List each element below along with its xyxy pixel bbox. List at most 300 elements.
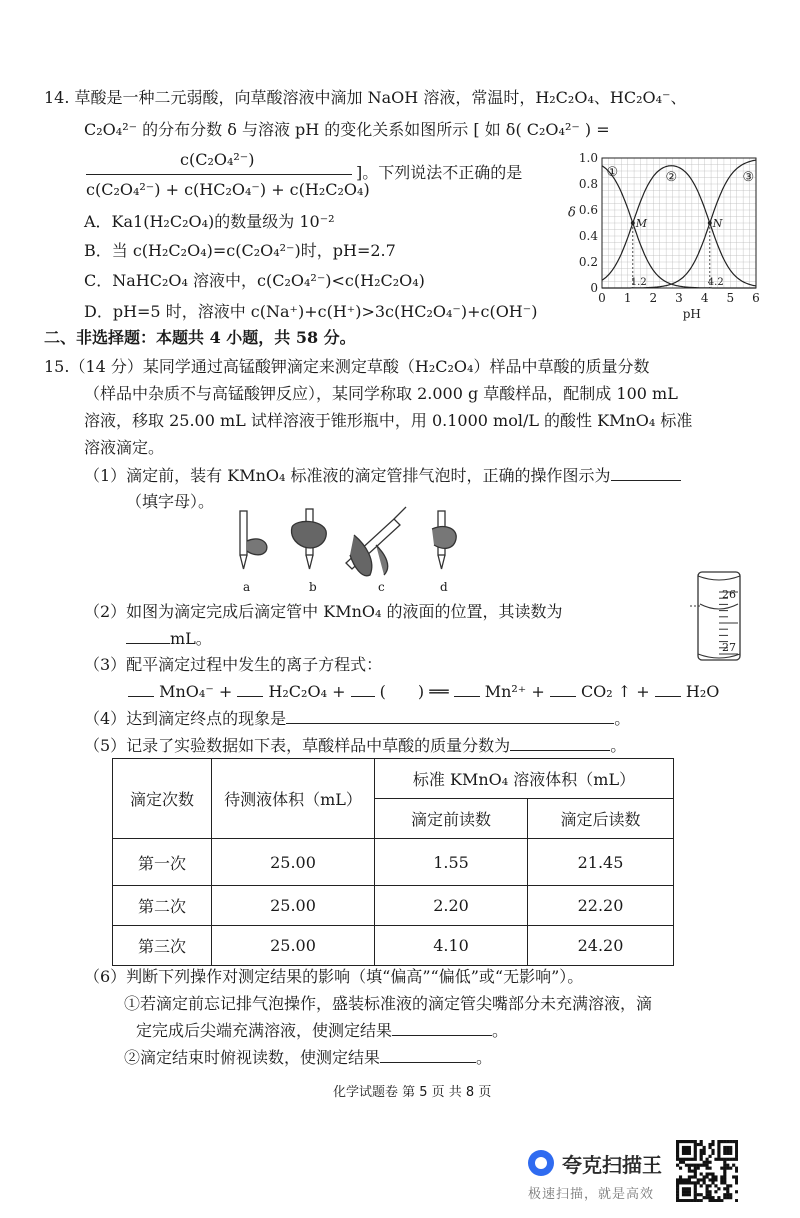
qr-cell (682, 1187, 685, 1190)
burette-operation-figure (226, 505, 476, 595)
section-heading: 二、非选择题：本题共 4 小题，共 58 分。 (44, 328, 356, 347)
header-standard-volume: 标准 KMnO₄ 溶液体积（mL） (375, 759, 674, 799)
qr-cell (723, 1172, 726, 1175)
qr-cell (676, 1155, 679, 1158)
qr-cell (729, 1152, 732, 1155)
q14-frac-tail: ]。下列说法不正确的是 (356, 163, 523, 182)
qr-cell (703, 1161, 706, 1164)
burette-label-26: 26 (722, 588, 736, 601)
table-cell: 第二次 (113, 886, 212, 926)
qr-cell (735, 1178, 738, 1181)
q15-part5-text: （5）记录了实验数据如下表，草酸样品中草酸的质量分数为 (84, 736, 511, 755)
qr-cell (706, 1190, 709, 1193)
table-cell: 2.20 (375, 886, 528, 926)
qr-cell (717, 1152, 720, 1155)
table-row (113, 886, 674, 926)
q15-part6-2 (124, 1048, 492, 1068)
page-footer: 化学试题卷 第 5 页 共 8 页 (333, 1085, 492, 1100)
q15-part4 (84, 709, 630, 729)
table-cell: 1.55 (375, 839, 528, 886)
qr-cell (685, 1178, 688, 1181)
qr-cell (711, 1149, 714, 1152)
qr-cell (720, 1167, 723, 1170)
qr-cell (700, 1178, 703, 1181)
header-before: 滴定前读数 (375, 799, 528, 839)
point-N (708, 221, 712, 225)
qr-cell (732, 1158, 735, 1161)
qr-cell (723, 1170, 726, 1173)
qr-cell (708, 1161, 711, 1164)
table-cell: 4.10 (375, 926, 528, 966)
qr-cell (679, 1199, 682, 1202)
figure-label-d: d (440, 580, 448, 594)
qr-cell (691, 1175, 694, 1178)
qr-cell (694, 1181, 697, 1184)
qr-cell (676, 1178, 679, 1181)
qr-cell (685, 1146, 688, 1149)
q14-option-c: C．NaHC₂O₄ 溶液中，c(C₂O₄²⁻)<c(H₂C₂O₄) (84, 271, 425, 290)
qr-cell (694, 1167, 697, 1170)
coef-blank-6[interactable] (655, 696, 681, 697)
q15-part4-end: 。 (614, 709, 631, 728)
qr-cell (694, 1184, 697, 1187)
qr-cell (726, 1184, 729, 1187)
qr-cell (694, 1175, 697, 1178)
qr-cell (735, 1149, 738, 1152)
qr-cell (694, 1196, 697, 1199)
qr-cell (732, 1164, 735, 1167)
qr-cell (697, 1178, 700, 1181)
qr-cell (708, 1172, 711, 1175)
qr-cell (682, 1146, 685, 1149)
qr-cell (708, 1167, 711, 1170)
qr-cell (682, 1158, 685, 1161)
series-label-1: ① (606, 165, 619, 180)
qr-cell (679, 1140, 682, 1143)
qr-cell (711, 1181, 714, 1184)
qr-cell (679, 1175, 682, 1178)
q14-option-d: D．pH=5 时，溶液中 c(Na⁺)+c(H⁺)>3c(HC₂O₄⁻)+c(OH⁻) (84, 302, 538, 321)
qr-cell (726, 1193, 729, 1196)
qr-cell (688, 1181, 691, 1184)
qr-cell (679, 1161, 682, 1164)
qr-cell (685, 1190, 688, 1193)
qr-cell (676, 1196, 679, 1199)
qr-cell (714, 1184, 717, 1187)
qr-cell (691, 1181, 694, 1184)
qr-cell (676, 1140, 679, 1143)
qr-cell (685, 1152, 688, 1155)
qr-cell (682, 1199, 685, 1202)
qr-code-icon (676, 1140, 738, 1202)
qr-cell (688, 1152, 691, 1155)
qr-cell (726, 1187, 729, 1190)
q15-intro-3: 溶液，移取 25.00 mL 试样溶液于锥形瓶中，用 0.1000 mol/L 的酸性 KMnO₄ 标准 (84, 411, 693, 430)
qr-cell (685, 1149, 688, 1152)
qr-cell (708, 1190, 711, 1193)
qr-cell (688, 1167, 691, 1170)
qr-cell (682, 1190, 685, 1193)
qr-cell (697, 1199, 700, 1202)
qr-cell (679, 1158, 682, 1161)
q15-part2-unit: mL。 (170, 629, 212, 648)
qr-cell (726, 1146, 729, 1149)
qr-cell (688, 1149, 691, 1152)
figure-label-a: a (243, 580, 251, 594)
coef-blank-3[interactable] (351, 696, 375, 697)
qr-cell (726, 1140, 729, 1143)
x-tick-label: 4 (700, 291, 709, 305)
qr-cell (688, 1190, 691, 1193)
qr-cell (694, 1199, 697, 1202)
point-label: M (635, 217, 648, 230)
qr-cell (735, 1158, 738, 1161)
qr-cell (711, 1196, 714, 1199)
x-tick-label: 3 (675, 291, 683, 305)
qr-cell (700, 1149, 703, 1152)
qr-cell (703, 1149, 706, 1152)
table-cell: 24.20 (528, 926, 674, 966)
pka-label: 1.2 (630, 277, 647, 288)
qr-cell (694, 1152, 697, 1155)
qr-cell (703, 1152, 706, 1155)
qr-cell (700, 1152, 703, 1155)
table-cell: 22.20 (528, 886, 674, 926)
qr-cell (708, 1193, 711, 1196)
qr-cell (720, 1158, 723, 1161)
qr-cell (688, 1175, 691, 1178)
qr-cell (706, 1172, 709, 1175)
qr-cell (735, 1181, 738, 1184)
qr-cell (679, 1167, 682, 1170)
qr-cell (723, 1158, 726, 1161)
qr-cell (708, 1199, 711, 1202)
q14-frac-num: c(C₂O₄²⁻) (180, 150, 255, 169)
qr-cell (706, 1175, 709, 1178)
table-cell: 第一次 (113, 839, 212, 886)
qr-cell (723, 1140, 726, 1143)
coef-blank-5[interactable] (550, 696, 576, 697)
qr-cell (735, 1143, 738, 1146)
qr-cell (726, 1190, 729, 1193)
q15-equation (128, 682, 719, 702)
figure-label-b: b (309, 580, 317, 594)
figure-a (240, 511, 267, 569)
x-tick-label: 1 (623, 291, 632, 305)
qr-cell (726, 1152, 729, 1155)
pka-label: 4.2 (707, 277, 724, 288)
eq-term-5: CO₂ ↑ + (580, 682, 650, 701)
qr-cell (676, 1190, 679, 1193)
qr-cell (703, 1178, 706, 1181)
table-row (113, 926, 674, 966)
series-label-2: ② (665, 170, 678, 186)
qr-cell (685, 1158, 688, 1161)
brand-slogan: 极速扫描，就是高效 (528, 1187, 655, 1202)
qr-cell (708, 1143, 711, 1146)
qr-cell (732, 1175, 735, 1178)
qr-cell (726, 1167, 729, 1170)
qr-cell (691, 1158, 694, 1161)
qr-cell (711, 1172, 714, 1175)
qr-cell (706, 1164, 709, 1167)
x-tick-label: 6 (752, 291, 760, 305)
qr-cell (682, 1149, 685, 1152)
q15-part6-1b (136, 1021, 508, 1041)
qr-cell (703, 1181, 706, 1184)
q15-part2: （2）如图为滴定完成后滴定管中 KMnO₄ 的液面的位置，其读数为 (84, 602, 563, 621)
qr-cell (735, 1190, 738, 1193)
qr-cell (676, 1149, 679, 1152)
qr-cell (717, 1196, 720, 1199)
qr-cell (706, 1193, 709, 1196)
q15-part6-2-text: ②滴定结束时俯视读数，使测定结果 (124, 1048, 381, 1067)
y-tick-label: 0 (590, 281, 598, 295)
qr-cell (700, 1143, 703, 1146)
qr-cell (735, 1155, 738, 1158)
qr-cell (732, 1140, 735, 1143)
q14-frac-den: c(C₂O₄²⁻) + c(HC₂O₄⁻) + c(H₂C₂O₄) (86, 180, 370, 199)
qr-cell (685, 1199, 688, 1202)
point-label: N (712, 217, 723, 230)
qr-cell (682, 1161, 685, 1164)
qr-cell (700, 1164, 703, 1167)
qr-cell (711, 1143, 714, 1146)
header-volume: 待测液体积（mL） (212, 759, 375, 839)
header-after: 滴定后读数 (528, 799, 674, 839)
qr-cell (694, 1164, 697, 1167)
table-cell: 25.00 (212, 839, 375, 886)
qr-cell (700, 1155, 703, 1158)
qr-cell (723, 1152, 726, 1155)
qr-cell (714, 1158, 717, 1161)
qr-cell (720, 1140, 723, 1143)
qr-cell (700, 1199, 703, 1202)
qr-cell (682, 1178, 685, 1181)
table-cell: 25.00 (212, 886, 375, 926)
qr-cell (706, 1158, 709, 1161)
q15-part6-1-end: 。 (492, 1021, 509, 1040)
coef-blank-2[interactable] (237, 696, 263, 697)
eq-term-2: H₂C₂O₄ + (268, 682, 346, 701)
q15-part6: （6）判断下列操作对测定结果的影响（填“偏高”“偏低”或“无影响”）。 (84, 967, 584, 986)
qr-cell (708, 1178, 711, 1181)
qr-cell (720, 1181, 723, 1184)
qr-cell (717, 1155, 720, 1158)
qr-cell (735, 1175, 738, 1178)
figure-c (346, 507, 406, 576)
qr-cell (682, 1140, 685, 1143)
qr-cell (688, 1146, 691, 1149)
q14-option-b: B．当 c(H₂C₂O₄)=c(C₂O₄²⁻)时，pH=2.7 (84, 241, 396, 260)
answer-blank-6-1[interactable] (392, 1035, 492, 1036)
qr-cell (726, 1196, 729, 1199)
coef-blank-1[interactable] (128, 696, 154, 697)
qr-cell (735, 1199, 738, 1202)
qr-cell (708, 1196, 711, 1199)
eq-term-6: H₂O (685, 682, 720, 701)
qr-cell (694, 1158, 697, 1161)
qr-cell (685, 1181, 688, 1184)
x-tick-label: 0 (598, 291, 606, 305)
qr-cell (726, 1149, 729, 1152)
q15-part2b (126, 629, 212, 649)
q15-intro-4: 溶液滴定。 (84, 438, 165, 457)
qr-cell (694, 1187, 697, 1190)
series-label-3: ③ (742, 170, 755, 186)
qr-cell (685, 1140, 688, 1143)
qr-cell (700, 1140, 703, 1143)
qr-cell (688, 1193, 691, 1196)
qr-cell (735, 1167, 738, 1170)
answer-blank-1[interactable] (611, 480, 681, 481)
q14-frac-bar (86, 174, 352, 175)
table-cell: 21.45 (528, 839, 674, 886)
figure-b (292, 509, 327, 569)
qr-cell (723, 1178, 726, 1181)
qr-cell (729, 1140, 732, 1143)
qr-cell (688, 1178, 691, 1181)
qr-cell (676, 1187, 679, 1190)
eq-term-1: MnO₄⁻ + (159, 682, 233, 701)
qr-cell (720, 1175, 723, 1178)
qr-cell (726, 1158, 729, 1161)
qr-cell (723, 1196, 726, 1199)
qr-cell (676, 1193, 679, 1196)
qr-cell (694, 1172, 697, 1175)
qr-cell (694, 1155, 697, 1158)
q15-part1 (84, 466, 681, 486)
qr-cell (694, 1143, 697, 1146)
qr-cell (717, 1199, 720, 1202)
chart-grid (602, 158, 756, 288)
qr-cell (729, 1193, 732, 1196)
qr-cell (685, 1187, 688, 1190)
qr-cell (714, 1175, 717, 1178)
qr-cell (694, 1140, 697, 1143)
qr-cell (685, 1193, 688, 1196)
qr-cell (723, 1164, 726, 1167)
q14-option-a: A．Ka1(H₂C₂O₄)的数量级为 10⁻² (84, 212, 335, 231)
qr-cell (676, 1152, 679, 1155)
answer-blank-5[interactable] (510, 750, 610, 751)
answer-blank-6-2[interactable] (380, 1062, 476, 1063)
qr-cell (720, 1178, 723, 1181)
qr-cell (711, 1152, 714, 1155)
q15-part6-1b-text: 定完成后尖端充满溶液，使测定结果 (136, 1021, 393, 1040)
qr-cell (729, 1167, 732, 1170)
q15-intro-1: 15.（14 分）某同学通过高锰酸钾滴定来测定草酸（H₂C₂O₄）样品中草酸的质量分数 (44, 357, 650, 376)
q14-line2: C₂O₄²⁻ 的分布分数 δ 与溶液 pH 的变化关系如图所示 [ 如 δ( C₂O₄²⁻ ) = (84, 120, 610, 139)
qr-cell (723, 1161, 726, 1164)
qr-cell (691, 1170, 694, 1173)
qr-cell (682, 1193, 685, 1196)
qr-cell (676, 1181, 679, 1184)
qr-cell (735, 1140, 738, 1143)
qr-cell (735, 1170, 738, 1173)
qr-cell (723, 1146, 726, 1149)
qr-cell (735, 1146, 738, 1149)
x-axis-label: pH (682, 307, 701, 321)
qr-cell (697, 1164, 700, 1167)
qr-cell (714, 1199, 717, 1202)
coef-blank-4[interactable] (454, 696, 480, 697)
table-cell: 第三次 (113, 926, 212, 966)
qr-cell (708, 1155, 711, 1158)
titration-data-table (112, 758, 674, 966)
figure-d (432, 511, 456, 569)
qr-cell (711, 1175, 714, 1178)
qr-cell (697, 1181, 700, 1184)
point-M (631, 221, 635, 225)
y-tick-label: 0.8 (578, 177, 598, 191)
brand-logo-icon (528, 1150, 554, 1176)
qr-cell (697, 1167, 700, 1170)
qr-cell (688, 1170, 691, 1173)
q14-line1: 14. 草酸是一种二元弱酸，向草酸溶液中滴加 NaOH 溶液，常温时，H₂C₂O₄、HC₂O₄⁻、 (44, 88, 687, 107)
burette-label-27: 27 (722, 641, 736, 654)
q15-part6-1a: ①若滴定前忘记排气泡操作，盛装标准液的滴定管尖嘴部分未充满溶液，滴 (124, 994, 653, 1013)
qr-cell (694, 1149, 697, 1152)
qr-cell (706, 1161, 709, 1164)
qr-cell (694, 1170, 697, 1173)
qr-cell (685, 1164, 688, 1167)
answer-blank-2[interactable] (126, 643, 170, 644)
qr-cell (723, 1181, 726, 1184)
eq-term-3: ( ) ══ (379, 682, 449, 701)
q15-part4-text: （4）达到滴定终点的现象是 (84, 709, 287, 728)
qr-cell (723, 1167, 726, 1170)
qr-cell (706, 1187, 709, 1190)
table-cell: 25.00 (212, 926, 375, 966)
distribution-chart (560, 150, 765, 335)
q15-intro-2: （样品中杂质不与高锰酸钾反应），某同学称取 2.000 g 草酸样品，配制成 100 mL (84, 384, 678, 403)
qr-cell (717, 1187, 720, 1190)
qr-cell (691, 1140, 694, 1143)
q15-part6-2-end: 。 (476, 1048, 493, 1067)
qr-cell (729, 1158, 732, 1161)
qr-cell (714, 1178, 717, 1181)
q15-part1-text: （1）滴定前，装有 KMnO₄ 标准液的滴定管排气泡时，正确的操作图示为 (84, 466, 611, 485)
qr-cell (726, 1164, 729, 1167)
qr-cell (723, 1193, 726, 1196)
qr-cell (682, 1181, 685, 1184)
burette-reading-figure (690, 570, 750, 662)
qr-cell (676, 1146, 679, 1149)
qr-cell (700, 1172, 703, 1175)
qr-cell (723, 1175, 726, 1178)
qr-cell (700, 1158, 703, 1161)
figure-label-c: c (378, 580, 385, 594)
answer-blank-4[interactable] (286, 723, 614, 724)
y-tick-label: 0.4 (578, 229, 598, 243)
q15-part5 (84, 736, 626, 756)
qr-cell (688, 1199, 691, 1202)
q15-part1b: （填字母）。 (126, 492, 215, 511)
qr-cell (711, 1140, 714, 1143)
qr-cell (676, 1184, 679, 1187)
qr-cell (717, 1140, 720, 1143)
qr-cell (688, 1164, 691, 1167)
qr-cell (711, 1178, 714, 1181)
qr-cell (723, 1149, 726, 1152)
qr-cell (697, 1193, 700, 1196)
qr-cell (706, 1167, 709, 1170)
eq-term-4: Mn²⁺ + (484, 682, 545, 701)
y-axis-label: δ (568, 205, 576, 221)
qr-cell (688, 1158, 691, 1161)
qr-cell (676, 1158, 679, 1161)
